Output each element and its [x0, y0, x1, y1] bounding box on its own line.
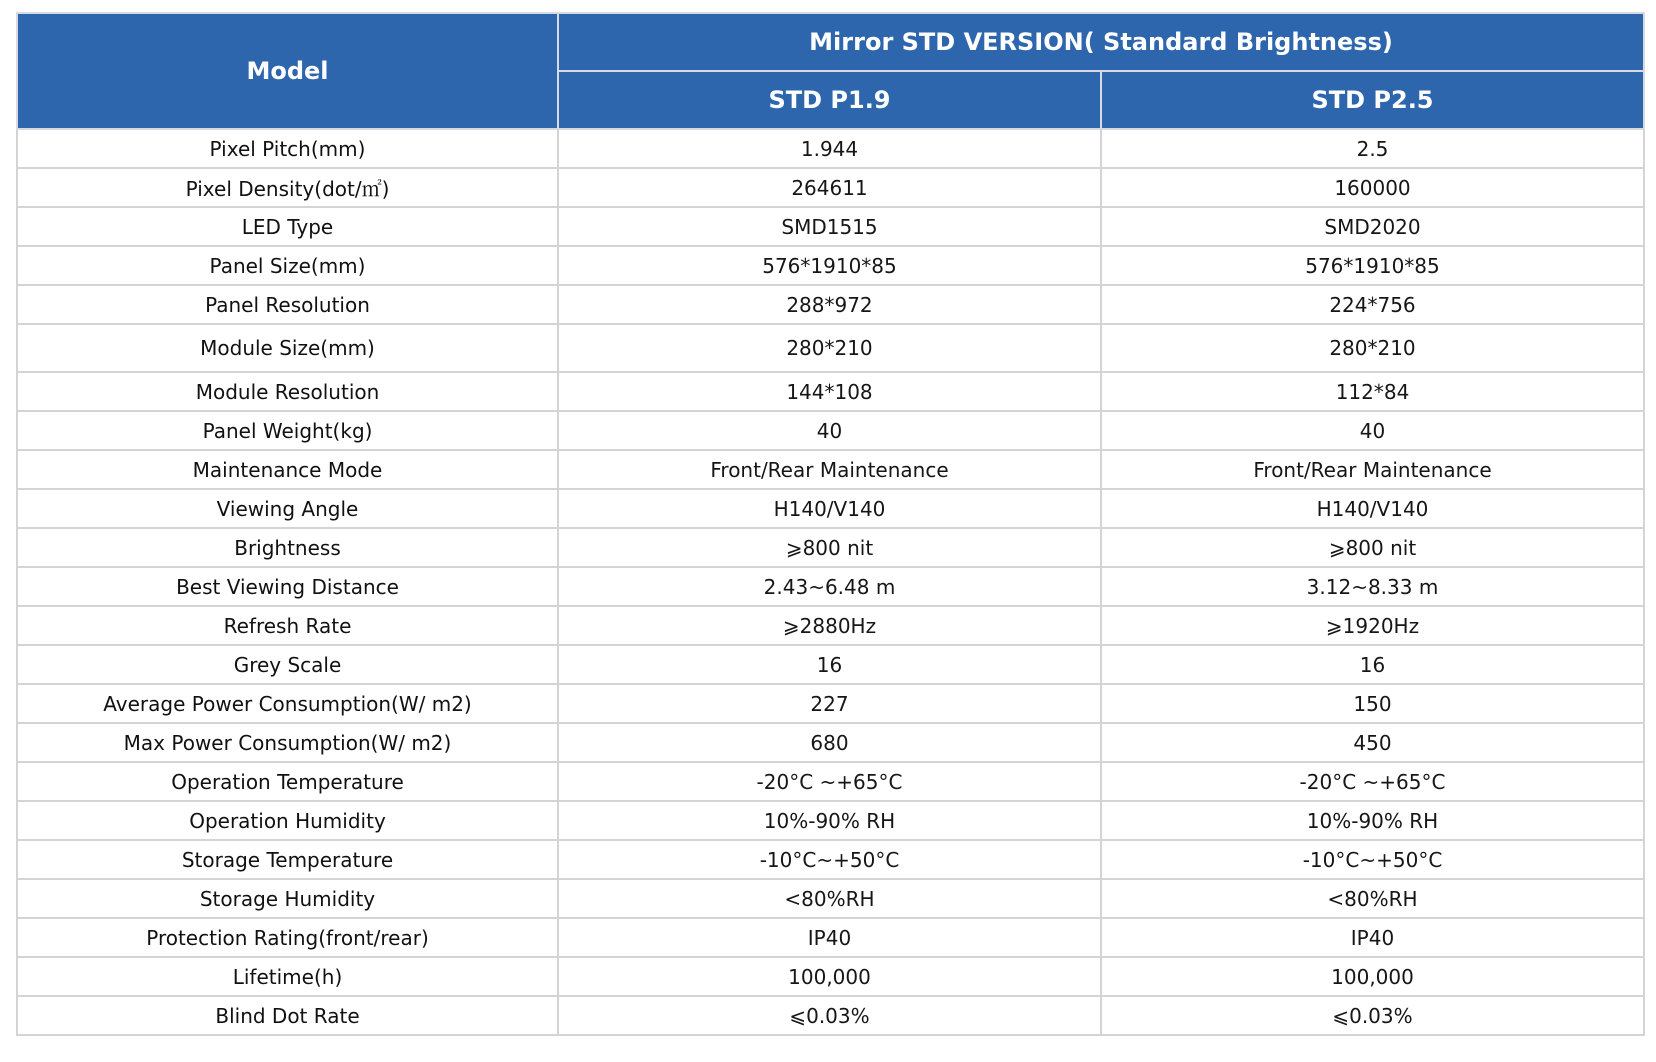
table-row: [17, 645, 1644, 684]
spec-value-std-p19: ⩾2880Hz: [558, 606, 1101, 645]
table-row: [17, 285, 1644, 324]
table-row: [17, 684, 1644, 723]
spec-value-std-p19: <80%RH: [558, 879, 1101, 918]
spec-value-std-p19: SMD1515: [558, 207, 1101, 246]
table-row: [17, 606, 1644, 645]
spec-label-cell: Pixel Pitch(mm): [17, 129, 558, 168]
spec-value-std-p19: 100,000: [558, 957, 1101, 996]
spec-label-cell: Panel Weight(kg): [17, 411, 558, 450]
spec-label-cell: Viewing Angle: [17, 489, 558, 528]
spec-label-cell: Average Power Consumption(W/ m2): [17, 684, 558, 723]
spec-value-std-p25: <80%RH: [1101, 879, 1644, 918]
spec-label-cell: Lifetime(h): [17, 957, 558, 996]
spec-value-std-p19: 680: [558, 723, 1101, 762]
table-row: [17, 567, 1644, 606]
spec-label-cell: Storage Humidity: [17, 879, 558, 918]
spec-value-std-p25: 3.12~8.33 m: [1101, 567, 1644, 606]
spec-value-std-p19: 227: [558, 684, 1101, 723]
table-row: [17, 957, 1644, 996]
spec-value-std-p25: 280*210: [1101, 324, 1644, 372]
spec-value-std-p19: 144*108: [558, 372, 1101, 411]
spec-label-cell: Max Power Consumption(W/ m2): [17, 723, 558, 762]
spec-value-std-p19: 16: [558, 645, 1101, 684]
spec-value-std-p25: H140/V140: [1101, 489, 1644, 528]
table-row: [17, 450, 1644, 489]
spec-value-std-p19: -10°C~+50°C: [558, 840, 1101, 879]
spec-value-std-p25: SMD2020: [1101, 207, 1644, 246]
table-body: [17, 129, 1644, 1035]
spec-label-cell: Grey Scale: [17, 645, 558, 684]
spec-value-std-p25: -20°C ~+65°C: [1101, 762, 1644, 801]
spec-label-cell: Maintenance Mode: [17, 450, 558, 489]
table-header: [17, 13, 1644, 129]
spec-value-std-p25: 576*1910*85: [1101, 246, 1644, 285]
table-row: [17, 246, 1644, 285]
spec-value-std-p19: Front/Rear Maintenance: [558, 450, 1101, 489]
table-row: [17, 372, 1644, 411]
spec-value-std-p19: 576*1910*85: [558, 246, 1101, 285]
spec-value-std-p25: Front/Rear Maintenance: [1101, 450, 1644, 489]
model-header-cell: Model: [17, 13, 558, 129]
spec-label-cell: Module Size(mm): [17, 324, 558, 372]
spec-value-std-p19: H140/V140: [558, 489, 1101, 528]
spec-value-std-p19: 288*972: [558, 285, 1101, 324]
spec-value-std-p25: 150: [1101, 684, 1644, 723]
spec-value-std-p25: ⩾1920Hz: [1101, 606, 1644, 645]
spec-value-std-p25: 10%-90% RH: [1101, 801, 1644, 840]
spec-value-std-p25: 16: [1101, 645, 1644, 684]
spec-value-std-p19: ⩾800 nit: [558, 528, 1101, 567]
table-row: [17, 801, 1644, 840]
spec-label-cell: Panel Size(mm): [17, 246, 558, 285]
spec-label-cell: Panel Resolution: [17, 285, 558, 324]
spec-value-std-p19: -20°C ~+65°C: [558, 762, 1101, 801]
spec-label-cell: Operation Humidity: [17, 801, 558, 840]
spec-label-cell: Pixel Density(dot/㎡): [17, 168, 558, 207]
table-row: [17, 411, 1644, 450]
spec-value-std-p25: 40: [1101, 411, 1644, 450]
table-row: [17, 528, 1644, 567]
spec-value-std-p25: 160000: [1101, 168, 1644, 207]
table-row: [17, 879, 1644, 918]
table-row: [17, 723, 1644, 762]
table-row: [17, 840, 1644, 879]
spec-label-cell: Brightness: [17, 528, 558, 567]
spec-value-std-p25: 100,000: [1101, 957, 1644, 996]
spec-label-cell: Operation Temperature: [17, 762, 558, 801]
table-row: [17, 324, 1644, 372]
model-column-header-std-p25: STD P2.5: [1101, 71, 1644, 129]
spec-value-std-p25: 112*84: [1101, 372, 1644, 411]
spec-value-std-p25: 450: [1101, 723, 1644, 762]
spec-label-cell: Blind Dot Rate: [17, 996, 558, 1035]
spec-value-std-p19: 40: [558, 411, 1101, 450]
table-row: [17, 168, 1644, 207]
table-row: [17, 996, 1644, 1035]
spec-value-std-p19: 10%-90% RH: [558, 801, 1101, 840]
spec-label-cell: LED Type: [17, 207, 558, 246]
spec-value-std-p19: 280*210: [558, 324, 1101, 372]
table-row: [17, 489, 1644, 528]
spec-value-std-p19: 1.944: [558, 129, 1101, 168]
table-row: [17, 762, 1644, 801]
spec-label-cell: Refresh Rate: [17, 606, 558, 645]
table-row: [17, 918, 1644, 957]
spec-value-std-p19: 2.43~6.48 m: [558, 567, 1101, 606]
spec-value-std-p19: ⩽0.03%: [558, 996, 1101, 1035]
spec-value-std-p25: 2.5: [1101, 129, 1644, 168]
spec-value-std-p19: IP40: [558, 918, 1101, 957]
spec-value-std-p25: 224*756: [1101, 285, 1644, 324]
spec-label-cell: Storage Temperature: [17, 840, 558, 879]
spec-label-cell: Protection Rating(front/rear): [17, 918, 558, 957]
spec-value-std-p25: -10°C~+50°C: [1101, 840, 1644, 879]
version-group-header: Mirror STD VERSION( Standard Brightness): [558, 13, 1644, 71]
spec-table: [16, 12, 1645, 1036]
spec-value-std-p25: ⩽0.03%: [1101, 996, 1644, 1035]
table-row: [17, 129, 1644, 168]
table-row: [17, 207, 1644, 246]
spec-label-cell: Best Viewing Distance: [17, 567, 558, 606]
spec-value-std-p19: 264611: [558, 168, 1101, 207]
model-column-header-std-p19: STD P1.9: [558, 71, 1101, 129]
spec-label-cell: Module Resolution: [17, 372, 558, 411]
spec-value-std-p25: ⩾800 nit: [1101, 528, 1644, 567]
spec-value-std-p25: IP40: [1101, 918, 1644, 957]
